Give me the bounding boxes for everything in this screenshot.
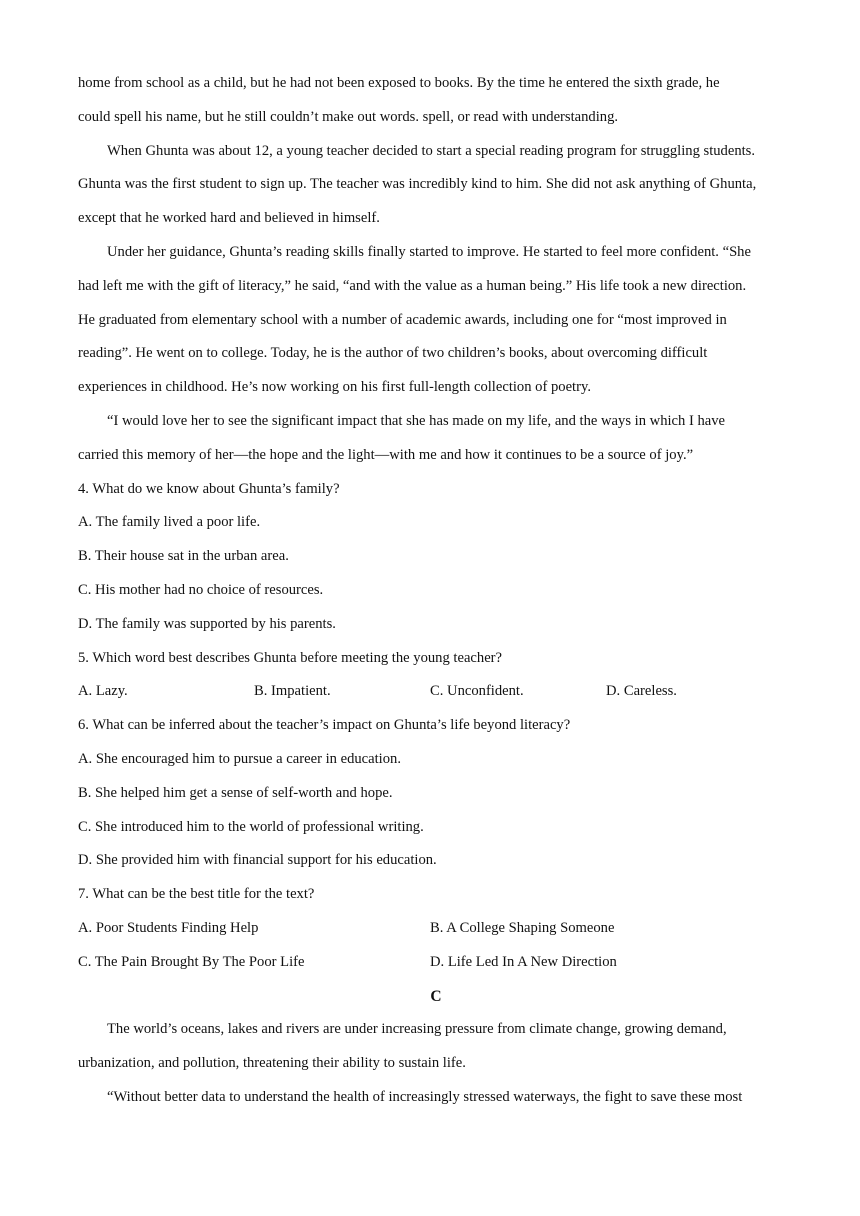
passage-line: urbanization, and pollution, threatening their ability to sustain life. (78, 1055, 466, 1072)
passage-line: When Ghunta was about 12, a young teacher decided to start a special reading program for struggling students. (107, 142, 756, 159)
option-c: C. The Pain Brought By The Poor Life (78, 953, 305, 970)
option-b: B. She helped him get a sense of self-worth and hope. (78, 784, 393, 801)
section-heading: C (430, 987, 442, 1005)
option-c: C. Unconfident. (430, 683, 524, 700)
question-7 (78, 878, 794, 979)
passage-line: He graduated from elementary school with a number of academic awards, including one for “most improved in (78, 311, 727, 328)
options-row (78, 912, 794, 946)
passage-line: Ghunta was the first student to sign up. The teacher was incredibly kind to him. She did not ask anything of Ghunta, (78, 176, 757, 193)
passage-line: home from school as a child, but he had not been exposed to books. By the time he entered the sixth grade, he (78, 75, 720, 91)
option-a: A. The family lived a poor life. (78, 514, 261, 531)
question-stem: 4. What do we know about Ghunta’s family? (78, 480, 340, 497)
passage-line: carried this memory of her—the hope and the light—with me and how it continues to be a source of joy.” (78, 446, 694, 463)
option-b: B. A College Shaping Someone (430, 919, 615, 936)
question-stem: 5. Which word best describes Ghunta before meeting the young teacher? (78, 649, 503, 666)
passage-line: “I would love her to see the significant impact that she has made on my life, and the ways in which I have (107, 412, 726, 429)
question-stem: 6. What can be inferred about the teacher’s impact on Ghunta’s life beyond literacy? (78, 717, 571, 734)
option-d: D. Careless. (606, 683, 677, 700)
option-b: B. Their house sat in the urban area. (78, 548, 289, 565)
option-d: D. The family was supported by his parents. (78, 615, 336, 632)
option-a: A. She encouraged him to pursue a career in education. (78, 750, 401, 767)
option-b: B. Impatient. (254, 683, 331, 700)
option-d: D. Life Led In A New Direction (430, 953, 617, 970)
passage-line: Under her guidance, Ghunta’s reading skills finally started to improve. He started to feel more confident. “She (107, 243, 751, 260)
passage-line: except that he worked hard and believed in himself. (78, 210, 380, 227)
question-4 (78, 473, 794, 642)
question-6 (78, 709, 794, 878)
passage-c (78, 1013, 794, 1114)
passage-b (78, 67, 794, 473)
option-a: A. Lazy. (78, 683, 128, 700)
passage-line: The world’s oceans, lakes and rivers are under increasing pressure from climate change, growing demand, (107, 1021, 727, 1038)
question-5 (78, 642, 794, 710)
passage-line: had left me with the gift of literacy,” he said, “and with the value as a human being.” His life took a new direction. (78, 277, 747, 294)
passage-line: could spell his name, but he still couldn’t make out words. spell, or read with understanding. (78, 108, 619, 125)
option-a: A. Poor Students Finding Help (78, 919, 259, 936)
option-c: C. His mother had no choice of resources. (78, 581, 324, 598)
options-row (78, 946, 794, 980)
option-d: D. She provided him with financial support for his education. (78, 852, 437, 869)
passage-line: reading”. He went on to college. Today, he is the author of two children’s books, about overcoming difficult (78, 345, 708, 362)
options-row (78, 675, 794, 709)
option-c: C. She introduced him to the world of professional writing. (78, 818, 424, 835)
document-page (78, 67, 794, 1115)
question-stem: 7. What can be the best title for the text? (78, 886, 315, 903)
passage-line: “Without better data to understand the health of increasingly stressed waterways, the fight to save these most (107, 1088, 743, 1105)
passage-line: experiences in childhood. He’s now working on his first full-length collection of poetry. (78, 379, 591, 396)
